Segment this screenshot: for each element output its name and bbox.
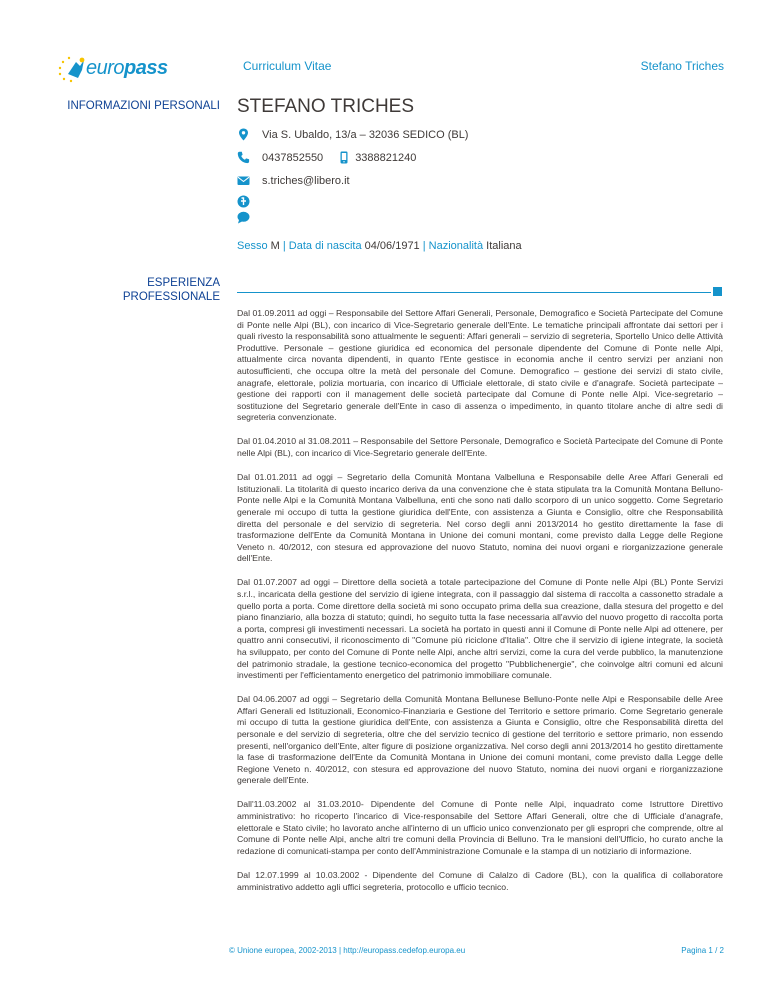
messaging-row bbox=[237, 211, 262, 224]
experience-entry: Dal 01.09.2011 ad oggi – Responsabile del Settore Affari Generali, Personale, Demografico e Società Partecipate del Comune di Ponte nelle Alpi (BL), con incarico di Vice-Segretario generale dell'Ente. Le tematiche principali affrontate dai settori per i quali rivesto la responsabilità sono attualmente le seguenti: Affari generali – servizio di segreteria, Sportello Unico delle Attività Produttive. Personale – gestione giuridica ed economica del personale dipendente del Comune di Ponte nelle Alpi, attualmente circa novanta dipendenti, in quanto l'Ente gestisce in economia anche il centro servizi per anziani non autosufficienti, che occupa oltre la metà del personale del Comune. Demografico – gestione dei servizi di stato civile, anagrafe, elettorale, polizia mortuaria, con incarico di Ufficiale elettorale, di stato civile e d'anagrafe. Società partecipate – gestione dei rapporti con il management delle società partecipate dal Comune di Ponte nelle Alpi. Vice-segretario – sostituzione del Segretario generale dell'Ente in caso di assenza o impedimento, in quanto titolare anche di altre sedi di segreteria convenzionate. bbox=[237, 308, 723, 423]
experience-entry: Dal 04.06.2007 ad oggi – Segretario della Comunità Montana Bellunese Belluno-Ponte nelle Alpi e Responsabile delle Aree Affari Generali ed Istituzionali, Economico-Finanziaria e Gestione del Territorio e settore primario. Come Segretario generale mi occupo di tutta la gestione giuridica dell'Ente, con assistenza a Giunta e Consiglio, oltre che Responsabilità diretta del personale e del servizio di segreteria, oltre che del servizio tecnico di gestione del territorio e settore primario, non essendo presenti, nell'organico dell'Ente, alter figure di posizione organizzativa. Nel corso degli anni 2013/2014 ho gestito direttamente la fase di trasformazione dell'Ente da Comunità Montana in Unione dei comuni montani, come previsto dalla Legge delle Regione Veneto n. 40/2012, con stesura ed approvazione del nuovo Statuto, nomina dei nuovi organi e riorganizzazione generale dell'Ente. bbox=[237, 694, 723, 786]
birth-label: Data di nascita bbox=[288, 240, 362, 252]
section-label-experience bbox=[123, 276, 220, 304]
nationality-value: Italiana bbox=[486, 240, 522, 252]
mobile-phone-icon bbox=[339, 151, 349, 164]
nationality-label: Nazionalità bbox=[428, 240, 484, 252]
personal-details-line bbox=[237, 240, 522, 252]
address-row bbox=[237, 128, 468, 141]
experience-entry: Dal 01.04.2010 al 31.08.2011 – Responsabile del Settore Personale, Demografico e Società Partecipate del Comune di Ponte nelle Alpi (BL), con incarico di Vice-Segretario generale dell'Ente. bbox=[237, 436, 723, 459]
chat-bubble-icon bbox=[237, 211, 250, 224]
page-number: Pagina 1 / 2 bbox=[681, 946, 724, 955]
person-name: STEFANO TRICHES bbox=[237, 96, 415, 117]
section-label-line-2: PROFESSIONALE bbox=[122, 291, 220, 303]
birth-value: 04/06/1971 bbox=[364, 240, 420, 252]
website-row bbox=[237, 195, 262, 208]
separator: | bbox=[422, 240, 426, 252]
phone-icon bbox=[237, 151, 250, 164]
website-icon bbox=[237, 195, 250, 208]
experience-entry: Dall'11.03.2002 al 31.03.2010- Dipendente del Comune di Ponte nelle Alpi, inquadrato come Istruttore Direttivo amministrativo: ho ricoperto l'incarico di Vice-responsabile del Settore Affari Generali, oltre che di Ufficiale d'anagrafe, elettorale e Stato civile; ho lavorato anche all'interno di un ufficio unico convenzionato per gli espropri che comprende, oltre al Comune di Ponte nelle Alpi, anche altri tre comuni della Provincia di Belluno. Tra le mansioni dell'Ufficio, ho curato anche la redazione di comunicati-stampa per conto dell'Amministrazione Comunale e la stampa di un notiziario di informazione. bbox=[237, 799, 723, 856]
section-label-line-1: ESPERIENZA bbox=[147, 277, 220, 289]
address-text: Via S. Ubaldo, 13/a – 32036 SEDICO (BL) bbox=[262, 128, 469, 141]
section-divider-marker bbox=[713, 287, 722, 296]
footer-copyright[interactable]: © Unione europea, 2002-2013 | http://europass.cedefop.europa.eu bbox=[229, 946, 466, 955]
email-link[interactable]: s.triches@libero.it bbox=[262, 174, 350, 187]
sex-label: Sesso bbox=[237, 240, 268, 252]
header-person-name: Stefano Triches bbox=[640, 59, 724, 73]
separator: | bbox=[282, 240, 286, 252]
experience-entry: Dal 01.01.2011 ad oggi – Segretario della Comunità Montana Valbelluna e Responsabile delle Aree Affari Generali ed Istituzionali. La titolarità di questo incarico deriva da una convenzione che è stata stipulata tra la Comunità Montana Belluno-Ponte nelle Alpi e la Comunità Montana Valbelluna, enti che sono nati dallo scorporo di un unico soggetto. Come Segretario generale mi occupo di tutta la gestione giuridica dell'Ente, con assistenza a Giunta e Consiglio, oltre che Responsabilità diretta del personale e del servizio di segreteria. Nel corso degli anni 2013/2014 ho gestito direttamente la fase di trasformazione dell'Ente da Comunità Montana in Unione dei comuni montani, come previsto dalla Legge delle Regione Veneto n. 40/2012, con stesura ed approvazione del nuovo Statuto, nomina dei nuovi organi e riorganizzazione generale dell'Ente. bbox=[237, 472, 723, 564]
location-pin-icon bbox=[237, 128, 250, 141]
phone-row bbox=[237, 151, 416, 164]
logo-wordmark: europass bbox=[86, 57, 168, 79]
mobile-text: 3388821240 bbox=[355, 151, 417, 164]
experience-entry: Dal 01.07.2007 ad oggi – Direttore della società a totale partecipazione del Comune di Ponte nelle Alpi (BL) Ponte Servizi s.r.l., incaricata della gestione del servizio di igiene integrata, con il passaggio dal sistema di raccolta a cassonetto stradale a quello porta a porta. Come direttore della società mi sono occupato prima della sua creazione, dalla stesura del progetto e del piano finanziario, alla bozza di statuto; quindi, ho seguito tutta la fase necessaria all'avvio del nuovo progetto di raccolta porta a porta, compresi gli investimenti necessari. La società ha portato in questi anni il Comune di Ponte nelle Alpi ad ottenere, per quattro anni consecutivi, il riconoscimento di "Comune più riciclone d'Italia". Oltre che il servizio di igiene integrate, la società ha sviluppato, per conto del Comune di Ponte nelle Alpi, anche altri servizi, come la cura del verde pubblico, la manutenzione del patrimonio stradale, la gestione tecnico-economica del progetto "Pubblichenergie", che coinvolge altri comuni ed alcuni investimenti per l'efficientamento energetico del patrimonio immobiliare comunale. bbox=[237, 577, 723, 681]
phone-text: 0437852550 bbox=[262, 151, 324, 164]
section-label-personal: INFORMAZIONI PERSONALI bbox=[67, 100, 220, 112]
section-divider bbox=[237, 292, 711, 293]
sex-value: M bbox=[270, 240, 280, 252]
email-icon bbox=[237, 174, 250, 187]
email-row bbox=[237, 174, 350, 187]
experience-text bbox=[237, 308, 723, 906]
document-title: Curriculum Vitae bbox=[243, 59, 332, 73]
experience-entry: Dal 12.07.1999 al 10.03.2002 - Dipendente del Comune di Calalzo di Cadore (BL), con la qualifica di collaboratore amministrativo addetto agli uffici segreteria, protocollo e ufficio tecnico. bbox=[237, 869, 723, 892]
